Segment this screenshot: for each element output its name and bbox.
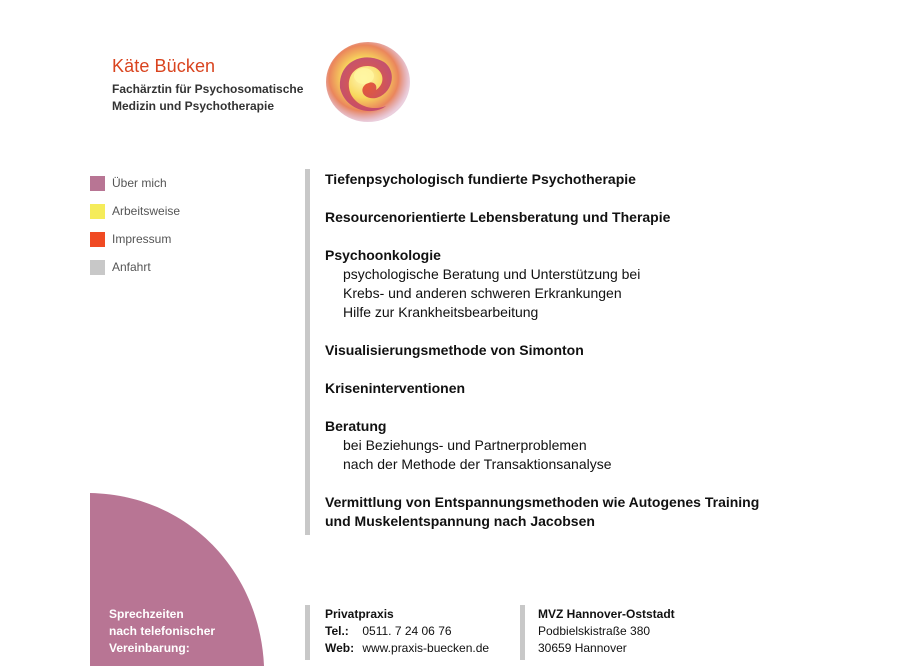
service-detail: nach der Methode der Transaktionsanalyse [343, 456, 612, 472]
service-item [325, 341, 845, 360]
service-detail: bei Beziehungs- und Partnerproblemen [343, 437, 587, 453]
service-title: Tiefenpsychologisch fundierte Psychotherapie [325, 171, 636, 187]
phone-label: Tel.: [325, 624, 349, 638]
nav-item-arbeitsweise[interactable] [90, 197, 180, 225]
website-link[interactable]: www.praxis-buecken.de [362, 641, 490, 655]
nav-swatch-red [90, 232, 105, 247]
nav-label: Über mich [112, 176, 167, 190]
privatpraxis-title: Privatpraxis [325, 607, 394, 621]
nav-label: Arbeitsweise [112, 204, 181, 218]
service-item [325, 493, 845, 531]
nav-swatch-yellow [90, 204, 105, 219]
content-divider [305, 169, 310, 535]
nav-item-anfahrt[interactable] [90, 253, 180, 281]
office-hours [109, 606, 215, 657]
service-item [325, 208, 845, 227]
mvz-info [538, 606, 675, 657]
nav-label: Impressum [112, 232, 172, 246]
nav-label: Anfahrt [112, 260, 151, 274]
nav-item-impressum[interactable] [90, 225, 180, 253]
service-item [325, 170, 845, 189]
office-hours-line: Vereinbarung: [109, 641, 190, 655]
nav-swatch-gray [90, 260, 105, 275]
web-row [325, 640, 489, 657]
brand-name: Käte Bücken [112, 56, 216, 76]
web-label: Web: [325, 641, 355, 655]
service-title: und Muskelentspannung nach Jacobsen [325, 513, 595, 529]
service-title: Beratung [325, 418, 387, 434]
mvz-title: MVZ Hannover-Oststadt [538, 607, 675, 621]
service-title: Psychoonkologie [325, 247, 441, 263]
service-item [325, 379, 845, 398]
service-detail: Hilfe zur Krankheitsbearbeitung [343, 304, 539, 320]
service-title: Resourcenorientierte Lebensberatung und Therapie [325, 209, 671, 225]
brand-subtitle-line-1: Fachärztin für Psychosomatische [112, 82, 304, 96]
main-nav [90, 169, 180, 281]
nav-swatch-mauve [90, 176, 105, 191]
phone-row [325, 623, 489, 640]
office-hours-line: Sprechzeiten [109, 607, 184, 621]
service-title: Visualisierungsmethode von Simonton [325, 342, 584, 358]
privatpraxis-info [325, 606, 489, 657]
service-title: Kriseninterventionen [325, 380, 466, 396]
services-list [325, 170, 845, 531]
service-title: Vermittlung von Entspannungsmethoden wie Autogenes Training [325, 494, 760, 510]
brand-subtitle-line-2: Medizin und Psychotherapie [112, 99, 275, 113]
service-item [325, 417, 845, 474]
mvz-street: Podbielskistraße 380 [538, 624, 651, 638]
footer-divider-1 [305, 605, 310, 660]
mvz-city: 30659 Hannover [538, 641, 627, 655]
service-detail: psychologische Beratung und Unterstützung bei [343, 266, 641, 282]
service-detail: Krebs- und anderen schweren Erkrankungen [343, 285, 622, 301]
phone-number[interactable]: 0511. 7 24 06 76 [362, 624, 452, 638]
swirl-logo-icon [318, 32, 414, 124]
nav-item-ueber-mich[interactable] [90, 169, 180, 197]
service-item [325, 246, 845, 322]
brand-subtitle [112, 81, 303, 115]
footer-divider-2 [520, 605, 525, 660]
office-hours-line: nach telefonischer [109, 624, 216, 638]
